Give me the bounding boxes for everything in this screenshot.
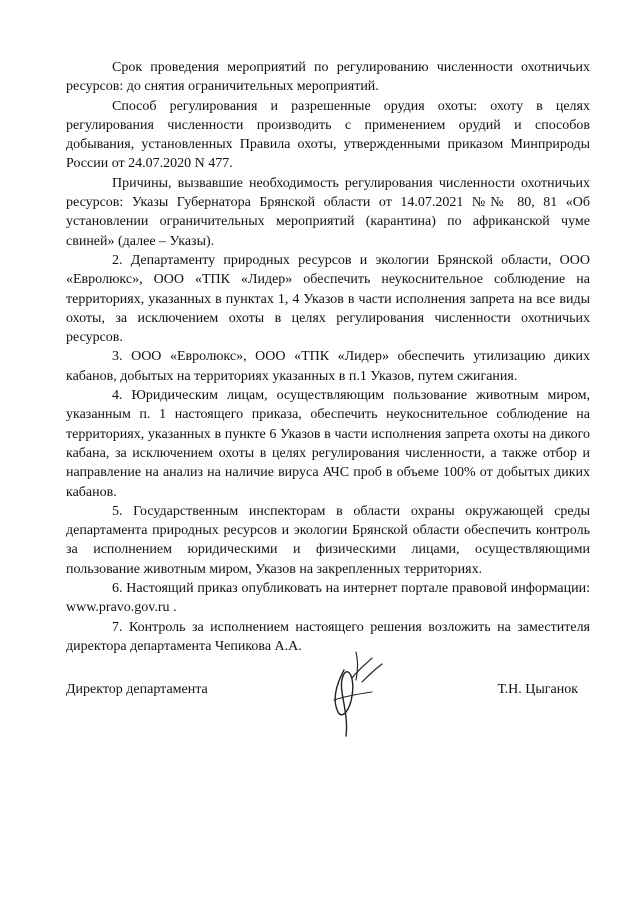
paragraph-item-6: 6. Настоящий приказ опубликовать на интернет портале правовой информации: www.pravo.gov.ru . <box>66 581 590 616</box>
paragraph-item-7: 7. Контроль за исполнением настоящего решения возложить на заместителя директора департамента Чепикова А.А. <box>66 619 590 654</box>
paragraph-item-3: 3. ООО «Евролюкс», ООО «ТПК «Лидер» обеспечить утилизацию диких кабанов, добытых на территориях указанных в п.1 Указов, путем сжигания. <box>66 349 590 384</box>
paragraph-method: Способ регулирования и разрешенные орудия охоты: охоту в целях регулирования численности производить с применением орудий и способов добывания, установленных Правила охоты, утвержденными приказом Минприроды России от 24.07.2020 N 477. <box>66 98 590 172</box>
paragraph-item-2: 2. Департаменту природных ресурсов и экологии Брянской области, ООО «Евролюкс», ООО «ТПК «Лидер» обеспечить неукоснительное соблюдение на территориях, указанных в пунктах 1, 4 Указов в части исполнения запрета на все виды охоты, за исключением охоты в целях регулирования численности охотничьих ресурсов. <box>66 252 590 346</box>
paragraph-item-4: 4. Юридическим лицам, осуществляющим пользование животным миром, указанным п. 1 настоящего приказа, обеспечить неукоснительное соблюдение на территориях, указанных в пункте 6 Указов в части исполнения запрета охоты на дикого кабана, за исключением охоты в целях регулирования численности, а также отбор и направление на анализ на наличие вируса АЧС проб в объеме 100% от добытых диких кабанов. <box>66 388 590 500</box>
signatory-position: Директор департамента <box>66 682 208 697</box>
document-body <box>66 58 590 656</box>
paragraph-period: Срок проведения мероприятий по регулированию численности охотничьих ресурсов: до снятия ограничительных мероприятий. <box>66 60 590 95</box>
paragraph-reasons: Причины, вызвавшие необходимость регулирования численности охотничьих ресурсов: Указы Губернатора Брянской области от 14.07.2021 №№ 80, 81 «Об установлении ограничительных мероприятий (карантина) по африканской чуме свиней» (далее – Указы). <box>66 175 590 249</box>
signature-row <box>66 680 578 704</box>
paragraph-item-5: 5. Государственным инспекторам в области охраны окружающей среды департамента природных ресурсов и экологии Брянской области обеспечить контроль за исполнением юридическими и физическими лицами, осуществляющими пользование животным миром, Указов на закрепленных территориях. <box>66 503 590 577</box>
signatory-name: Т.Н. Цыганок <box>497 682 578 697</box>
